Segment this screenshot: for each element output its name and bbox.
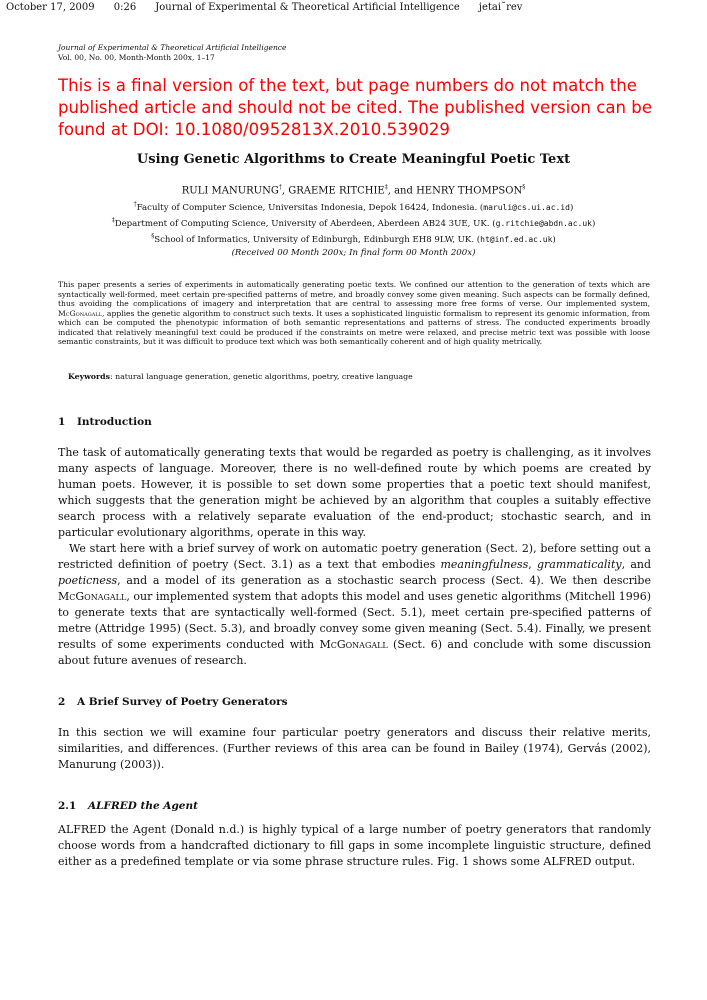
subsection-heading: [58, 800, 198, 812]
section-heading: [58, 696, 288, 708]
author-name: and HENRY THOMPSON: [394, 185, 523, 197]
affiliation-mark: ‡: [111, 217, 115, 224]
keywords-label: Keywords: [68, 372, 110, 381]
paragraph: [58, 541, 651, 669]
affiliation-mark: §: [151, 233, 155, 240]
affiliation-text: Faculty of Computer Science, Universitas Indonesia, Depok 16424, Indonesia.: [136, 202, 478, 213]
journal-name: Journal of Experimental & Theoretical Artificial Intelligence: [58, 43, 287, 52]
author-name: RULI MANURUNG: [181, 185, 279, 197]
paragraph-text: , and a model of its generation as a stochastic search process (Sect. 4). We then describe: [117, 574, 651, 587]
author-mark: §: [522, 184, 526, 191]
emphasis: grammaticality: [536, 558, 622, 571]
abstract-text: , applies the genetic algorithm to construct such texts. It uses a sophisticated linguistic formalism to represent its genomic information, from which can be computed the phenotypic information of both semantic representations and patterns of stress. The conducted experiments broadly indicated that relatively meaningful text could be produced if the constraints on metre were relaxed, and precise metric text was possible with loose semantic constraints, but it was difficult to produce text which was both semantically coherent and of high quality metrically.: [58, 308, 650, 346]
section-title: ALFRED the Agent: [88, 800, 198, 812]
version-notice: This is a final version of the text, but page numbers do not match the published article and should not be cited. The published version can be found at DOI: 10.1080/0952813X.2010.539029: [58, 76, 653, 139]
system-name: McGonagall: [319, 638, 388, 651]
emphasis: meaningfulness: [440, 558, 529, 571]
keywords-text: : natural language generation, genetic algorithms, poetry, creative language: [109, 372, 413, 381]
paragraph-text: (Sect. 6) and conclude with some discussion about future avenues of research.: [58, 638, 651, 667]
affiliation-mark: †: [133, 201, 137, 208]
author-mark: ‡: [384, 184, 388, 191]
emphasis: poeticness: [58, 574, 118, 587]
affiliation: §School of Informatics, University of Edinburgh, Edinburgh EH8 9LW, UK. (ht@inf.ed.ac.uk): [151, 233, 556, 245]
paragraph-text: , and: [621, 558, 652, 571]
abstract-text: This paper presents a series of experiments in automatically generating poetic texts. We confined our attention to the generation of texts which are syntactically well-formed, meet certain pre-specified patterns of metre, and broadly convey some given meaning. Such aspects can be formally defined, thus avoiding the complications of imagery and interpretation that are central to assessing more free forms of verse. Our implemented system,: [58, 280, 650, 308]
paragraph: The task of automatically generating texts that would be regarded as poetry is challenging, as it involves many aspects of language. Moreover, there is no well-defined route by which poems are created by human poets. However, it is possible to set down some properties that a poetic text should manifest, which suggests that the generation might be achieved by an algorithm that couples a suitably effective search process with a relatively separate evaluation of the end-product; stochastic search, and in particular evolutionary algorithms, operate in this way.: [58, 446, 651, 539]
affiliation-text: Department of Computing Science, University of Aberdeen, Aberdeen AB24 3UE, UK.: [114, 218, 490, 229]
system-name: McGonagall: [58, 308, 102, 318]
section-number: 1: [58, 416, 66, 428]
paragraph-text: We start here with a brief survey of work on automatic poetry generation (Sect. 2), before setting out a restricted definition of poetry (Sect. 3.1) as a text that embodies: [58, 542, 651, 571]
section-number: 2.1: [58, 800, 77, 812]
section-number: 2: [58, 696, 66, 708]
section-heading: [58, 416, 152, 428]
author-list: RULI MANURUNG†, GRAEME RITCHIE‡, and HENRY THOMPSON§: [181, 184, 526, 197]
paragraph-text: , our implemented system that adopts this model and uses genetic algorithms (Mitchell 1996) to generate texts that are syntactically well-formed (Sect. 5.1), meet certain pre-specified patterns of metre (Attridge 1995) (Sect. 5.3), and broadly convey some given meaning (Sect. 5.4). Finally, we present results of some experiments conducted with: [58, 590, 651, 651]
affiliation: †Faculty of Computer Science, Universitas Indonesia, Depok 16424, Indonesia. (maruli@cs.ui.ac.id): [133, 201, 574, 213]
affiliation: ‡Department of Computing Science, University of Aberdeen, Aberdeen AB24 3UE, UK. (g.ritchie@abdn.ac.uk): [111, 217, 596, 229]
author-mark: †: [278, 184, 282, 191]
affiliation-email: ht@inf.ed.ac.uk: [480, 234, 553, 244]
affiliation-text: School of Informatics, University of Edinburgh, Edinburgh EH8 9LW, UK.: [154, 234, 475, 245]
running-header: October 17, 2009 0:26 Journal of Experimental & Theoretical Artificial Intelligence jetai˘rev: [6, 2, 523, 13]
author-name: GRAEME RITCHIE: [288, 185, 385, 197]
affiliation-email: maruli@cs.ui.ac.id: [483, 202, 570, 212]
paragraph: ALFRED the Agent (Donald n.d.) is highly typical of a large number of poetry generators that randomly choose words from a handcrafted dictionary to fill gaps in some incomplete linguistic structure, defined either as a predefined template or via some phrase structure rules. Fig. 1 shows some ALFRED output.: [58, 823, 651, 868]
system-name: McGonagall: [58, 590, 127, 603]
abstract: [58, 280, 650, 347]
paper-title: Using Genetic Algorithms to Create Meaningful Poetic Text: [136, 152, 571, 167]
section-title: A Brief Survey of Poetry Generators: [77, 696, 288, 708]
received-dates: (Received 00 Month 200x; In final form 00 Month 200x): [231, 248, 476, 258]
volume-line: Vol. 00, No. 00, Month-Month 200x, 1–17: [58, 53, 215, 62]
affiliation-email: g.ritchie@abdn.ac.uk: [495, 218, 592, 228]
journal-meta: [58, 43, 286, 63]
keywords: [68, 372, 413, 381]
section-title: Introduction: [77, 416, 152, 428]
paragraph: In this section we will examine four particular poetry generators and discuss their relative merits, similarities, and differences. (Further reviews of this area can be found in Bailey (1974), Gervás (2002), Manurung (2003)).: [58, 726, 651, 771]
paragraph-text: ,: [528, 558, 537, 571]
